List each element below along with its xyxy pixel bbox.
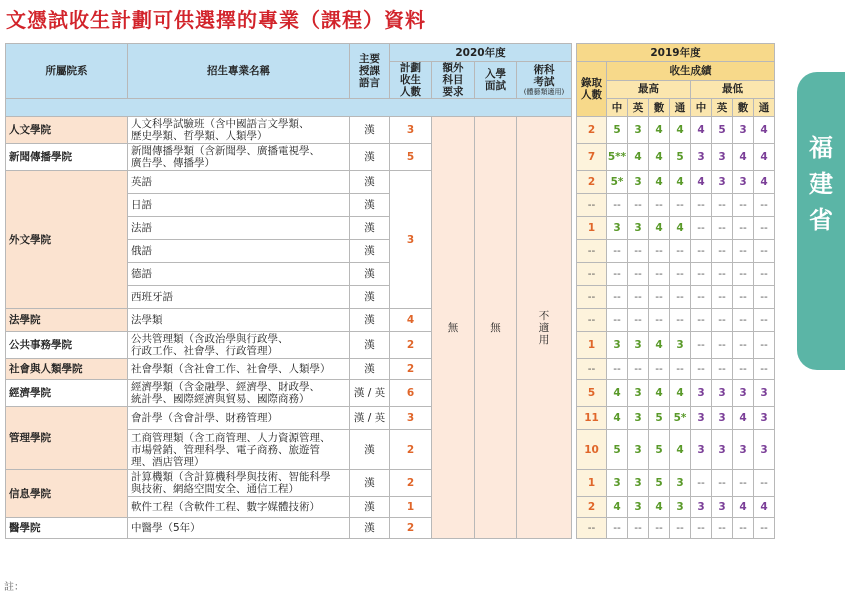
programme-cell: 工商管理類（含工商管理、人力資源管理、 市場營銷、管理科學、電子商務、旅遊管 理、酒店管理） — [128, 430, 350, 470]
highest-score-cell: 3 — [628, 470, 649, 497]
lowest-score-cell: 3 — [733, 117, 754, 144]
lowest-score-cell: -- — [691, 470, 712, 497]
highest-score-cell: -- — [607, 518, 628, 539]
highest-score-cell: -- — [670, 286, 691, 309]
highest-score-cell: 4 — [670, 171, 691, 194]
subject-maths-low: 數 — [733, 99, 754, 117]
page-title: 文憑試收生計劃可供選擇的專業（課程）資料 — [6, 8, 426, 32]
lowest-score-cell: -- — [733, 309, 754, 332]
highest-score-cell: -- — [649, 309, 670, 332]
highest-score-cell: 5 — [607, 117, 628, 144]
header-results: 收生成績 — [607, 62, 775, 81]
lowest-score-cell: 3 — [712, 380, 733, 407]
language-cell: 漢 / 英 — [350, 380, 390, 407]
lowest-score-cell: -- — [712, 332, 733, 359]
language-cell: 漢 — [350, 117, 390, 144]
highest-score-cell: -- — [628, 518, 649, 539]
lowest-score-cell: -- — [712, 518, 733, 539]
quota-cell: 4 — [390, 309, 432, 332]
table-row — [6, 518, 775, 539]
lowest-score-cell: -- — [712, 309, 733, 332]
table-row — [6, 144, 775, 171]
lowest-score-cell: 3 — [691, 497, 712, 518]
lowest-score-cell: -- — [733, 263, 754, 286]
highest-score-cell: -- — [607, 240, 628, 263]
lowest-score-cell: -- — [754, 359, 775, 380]
header-art-exam-note: (體藝類適用) — [523, 87, 565, 96]
lowest-score-cell: 4 — [754, 144, 775, 171]
quota-cell: 3 — [390, 171, 432, 309]
highest-score-cell: 3 — [607, 332, 628, 359]
lowest-score-cell: 4 — [754, 171, 775, 194]
lowest-score-cell: 3 — [712, 144, 733, 171]
subject-english-low: 英 — [712, 99, 733, 117]
admitted-cell: -- — [577, 286, 607, 309]
header-art-exam-label: 術科 考試 — [533, 63, 555, 88]
highest-score-cell: 5 — [649, 407, 670, 430]
language-cell: 漢 — [350, 332, 390, 359]
highest-score-cell: -- — [670, 518, 691, 539]
lowest-score-cell: 4 — [691, 117, 712, 144]
lowest-score-cell: -- — [733, 332, 754, 359]
quota-cell: 2 — [390, 359, 432, 380]
highest-score-cell: -- — [607, 286, 628, 309]
highest-score-cell: 3 — [670, 470, 691, 497]
faculty-cell: 經濟學院 — [6, 380, 128, 407]
programme-cell: 公共管理類（含政治學與行政學、 行政工作、社會學、行政管理） — [128, 332, 350, 359]
highest-score-cell: -- — [628, 194, 649, 217]
faculty-cell: 醫學院 — [6, 518, 128, 539]
highest-score-cell: 3 — [670, 497, 691, 518]
lowest-score-cell: -- — [712, 470, 733, 497]
lowest-score-cell: -- — [754, 332, 775, 359]
lowest-score-cell: -- — [754, 518, 775, 539]
table-row — [6, 380, 775, 407]
lowest-score-cell: -- — [754, 286, 775, 309]
lowest-score-cell: -- — [733, 286, 754, 309]
lowest-score-cell: -- — [712, 359, 733, 380]
faculty-cell: 公共事務學院 — [6, 332, 128, 359]
lowest-score-cell: -- — [733, 217, 754, 240]
language-cell: 漢 — [350, 430, 390, 470]
language-cell: 漢 — [350, 144, 390, 171]
header-interview: 入學 面試 — [475, 62, 517, 99]
highest-score-cell: 3 — [628, 332, 649, 359]
subject-maths-high: 數 — [649, 99, 670, 117]
extra-requirement-cell: 無 — [432, 117, 475, 539]
highest-score-cell: 3 — [628, 430, 649, 470]
lowest-score-cell: 4 — [754, 117, 775, 144]
lowest-score-cell: 5 — [712, 117, 733, 144]
header-extra-req: 額外 科目 要求 — [432, 62, 475, 99]
lowest-score-cell: -- — [712, 217, 733, 240]
highest-score-cell: -- — [607, 263, 628, 286]
admitted-cell: -- — [577, 359, 607, 380]
header-programme: 招生專業名稱 — [128, 44, 350, 99]
art-exam-cell: 不 適 用 — [517, 117, 572, 539]
header-admitted: 錄取 人數 — [577, 62, 607, 117]
programme-cell: 法語 — [128, 217, 350, 240]
language-cell: 漢 — [350, 518, 390, 539]
header-faculty: 所屬院系 — [6, 44, 128, 99]
faculty-cell: 人文學院 — [6, 117, 128, 144]
lowest-score-cell: -- — [691, 309, 712, 332]
language-cell: 漢 — [350, 309, 390, 332]
programme-table — [5, 43, 775, 539]
highest-score-cell: 5 — [649, 430, 670, 470]
highest-score-cell: 3 — [628, 117, 649, 144]
language-cell: 漢 — [350, 497, 390, 518]
highest-score-cell: -- — [628, 359, 649, 380]
lowest-score-cell: -- — [712, 194, 733, 217]
footnote: 註： — [4, 582, 24, 593]
interview-cell: 無 — [475, 117, 517, 539]
admitted-cell: 1 — [577, 470, 607, 497]
programme-cell: 新聞傳播學類（含新聞學、廣播電視學、 廣告學、傳播學） — [128, 144, 350, 171]
lowest-score-cell: 3 — [733, 171, 754, 194]
lowest-score-cell: 3 — [712, 171, 733, 194]
language-cell: 漢 — [350, 194, 390, 217]
highest-score-cell: 4 — [607, 497, 628, 518]
header-year-2020: 2020年度 — [390, 44, 572, 62]
highest-score-cell: 4 — [670, 217, 691, 240]
highest-score-cell: 4 — [649, 217, 670, 240]
lowest-score-cell: 3 — [712, 497, 733, 518]
programme-cell: 中醫學（5年） — [128, 518, 350, 539]
highest-score-cell: 4 — [649, 117, 670, 144]
highest-score-cell: 4 — [607, 407, 628, 430]
programme-cell: 日語 — [128, 194, 350, 217]
highest-score-cell: 3 — [628, 497, 649, 518]
quota-cell: 5 — [390, 144, 432, 171]
highest-score-cell: 4 — [649, 380, 670, 407]
highest-score-cell: 4 — [670, 380, 691, 407]
highest-score-cell: 4 — [628, 144, 649, 171]
faculty-cell: 新聞傳播學院 — [6, 144, 128, 171]
lowest-score-cell: -- — [733, 194, 754, 217]
faculty-cell: 信息學院 — [6, 470, 128, 518]
language-cell: 漢 — [350, 263, 390, 286]
faculty-cell: 社會與人類學院 — [6, 359, 128, 380]
lowest-score-cell: -- — [754, 263, 775, 286]
header-language: 主要 授課 語言 — [350, 44, 390, 99]
highest-score-cell: -- — [649, 286, 670, 309]
quota-cell: 3 — [390, 117, 432, 144]
quota-cell: 6 — [390, 380, 432, 407]
province-side-tab — [797, 72, 845, 370]
language-cell: 漢 — [350, 286, 390, 309]
lowest-score-cell: -- — [691, 518, 712, 539]
programme-cell: 西班牙語 — [128, 286, 350, 309]
language-cell: 漢 / 英 — [350, 407, 390, 430]
lowest-score-cell: -- — [754, 470, 775, 497]
admitted-cell: 11 — [577, 407, 607, 430]
lowest-score-cell: 3 — [712, 430, 733, 470]
language-cell: 漢 — [350, 171, 390, 194]
lowest-score-cell: 3 — [712, 407, 733, 430]
admitted-cell: -- — [577, 309, 607, 332]
admitted-cell: -- — [577, 194, 607, 217]
highest-score-cell: -- — [649, 194, 670, 217]
province-label: 福 建 省 — [809, 133, 833, 234]
admitted-cell: -- — [577, 263, 607, 286]
lowest-score-cell: -- — [691, 217, 712, 240]
lowest-score-cell: -- — [754, 194, 775, 217]
lowest-score-cell: 4 — [754, 497, 775, 518]
lowest-score-cell: 3 — [691, 380, 712, 407]
lowest-score-cell: 4 — [733, 144, 754, 171]
language-cell: 漢 — [350, 240, 390, 263]
table-row — [6, 332, 775, 359]
programme-cell: 法學類 — [128, 309, 350, 332]
programme-cell: 經濟學類（含金融學、經濟學、財政學、 統計學、國際經濟與貿易、國際商務） — [128, 380, 350, 407]
lowest-score-cell: 4 — [733, 497, 754, 518]
subject-ls-high: 通 — [670, 99, 691, 117]
lowest-score-cell: -- — [691, 332, 712, 359]
highest-score-cell: 5** — [607, 144, 628, 171]
highest-score-cell: -- — [670, 263, 691, 286]
highest-score-cell: 4 — [649, 497, 670, 518]
highest-score-cell: -- — [670, 309, 691, 332]
highest-score-cell: 5 — [607, 430, 628, 470]
highest-score-cell: 4 — [649, 171, 670, 194]
subject-chinese-low: 中 — [691, 99, 712, 117]
highest-score-cell: 4 — [670, 430, 691, 470]
language-cell: 漢 — [350, 359, 390, 380]
admitted-cell: -- — [577, 518, 607, 539]
highest-score-cell: -- — [607, 309, 628, 332]
highest-score-cell: 5 — [670, 144, 691, 171]
programme-cell: 德語 — [128, 263, 350, 286]
lowest-score-cell: 3 — [754, 380, 775, 407]
lowest-score-cell: -- — [712, 240, 733, 263]
header-lowest: 最低 — [691, 80, 775, 99]
table-row — [6, 407, 775, 430]
lowest-score-cell: 3 — [733, 380, 754, 407]
highest-score-cell: -- — [628, 286, 649, 309]
quota-cell: 2 — [390, 430, 432, 470]
faculty-cell: 管理學院 — [6, 407, 128, 470]
highest-score-cell: 5 — [649, 470, 670, 497]
lowest-score-cell: 3 — [733, 430, 754, 470]
highest-score-cell: 3 — [628, 407, 649, 430]
subject-english-high: 英 — [628, 99, 649, 117]
highest-score-cell: -- — [628, 263, 649, 286]
highest-score-cell: -- — [628, 240, 649, 263]
header-highest: 最高 — [607, 80, 691, 99]
lowest-score-cell: 4 — [733, 407, 754, 430]
highest-score-cell: -- — [628, 309, 649, 332]
admitted-cell: 2 — [577, 171, 607, 194]
table-row — [6, 470, 775, 497]
table-row — [6, 117, 775, 144]
lowest-score-cell: -- — [754, 217, 775, 240]
admitted-cell: 5 — [577, 380, 607, 407]
quota-cell: 2 — [390, 332, 432, 359]
admitted-cell: 1 — [577, 217, 607, 240]
highest-score-cell: -- — [670, 359, 691, 380]
lowest-score-cell: -- — [754, 240, 775, 263]
highest-score-cell: -- — [649, 240, 670, 263]
highest-score-cell: -- — [649, 263, 670, 286]
highest-score-cell: 3 — [628, 380, 649, 407]
language-cell: 漢 — [350, 470, 390, 497]
admitted-cell: -- — [577, 240, 607, 263]
table-row — [6, 309, 775, 332]
lowest-score-cell: -- — [733, 359, 754, 380]
highest-score-cell: -- — [670, 194, 691, 217]
programme-cell: 計算機類（含計算機科學與技術、智能科學 與技術、網絡空間安全、通信工程） — [128, 470, 350, 497]
quota-cell: 1 — [390, 497, 432, 518]
highest-score-cell: 3 — [628, 171, 649, 194]
highest-score-cell: 3 — [628, 217, 649, 240]
admitted-cell: 10 — [577, 430, 607, 470]
highest-score-cell: -- — [670, 240, 691, 263]
highest-score-cell: -- — [649, 518, 670, 539]
lowest-score-cell: -- — [712, 286, 733, 309]
highest-score-cell: 4 — [670, 117, 691, 144]
programme-cell: 會計學（含會計學、財務管理） — [128, 407, 350, 430]
programme-cell: 社會學類（含社會工作、社會學、人類學） — [128, 359, 350, 380]
programme-cell: 英語 — [128, 171, 350, 194]
admitted-cell: 7 — [577, 144, 607, 171]
lowest-score-cell: -- — [754, 309, 775, 332]
highest-score-cell: 4 — [649, 332, 670, 359]
lowest-score-cell: -- — [691, 286, 712, 309]
lowest-score-cell: 3 — [754, 407, 775, 430]
header-year-2019: 2019年度 — [577, 44, 775, 62]
lowest-score-cell: -- — [691, 240, 712, 263]
lowest-score-cell: -- — [733, 518, 754, 539]
lowest-score-cell: -- — [733, 240, 754, 263]
highest-score-cell: 3 — [607, 470, 628, 497]
table-row — [6, 171, 775, 194]
header-quota: 計劃 收生 人數 — [390, 62, 432, 99]
admitted-cell: 2 — [577, 117, 607, 144]
table-row — [6, 359, 775, 380]
highest-score-cell: 4 — [607, 380, 628, 407]
quota-cell: 3 — [390, 407, 432, 430]
highest-score-cell: -- — [607, 359, 628, 380]
highest-score-cell: -- — [607, 194, 628, 217]
lowest-score-cell: 3 — [691, 144, 712, 171]
header-art-exam — [517, 62, 572, 99]
lowest-score-cell: -- — [691, 194, 712, 217]
lowest-score-cell: 3 — [754, 430, 775, 470]
lowest-score-cell: 4 — [691, 171, 712, 194]
lowest-score-cell: -- — [691, 359, 712, 380]
faculty-cell: 法學院 — [6, 309, 128, 332]
subject-ls-low: 通 — [754, 99, 775, 117]
quota-cell: 2 — [390, 470, 432, 497]
admitted-cell: 2 — [577, 497, 607, 518]
lowest-score-cell: 3 — [691, 430, 712, 470]
subject-chinese-high: 中 — [607, 99, 628, 117]
quota-cell: 2 — [390, 518, 432, 539]
admitted-cell: 1 — [577, 332, 607, 359]
highest-score-cell: 4 — [649, 144, 670, 171]
highest-score-cell: -- — [649, 359, 670, 380]
lowest-score-cell: -- — [691, 263, 712, 286]
highest-score-cell: 3 — [607, 217, 628, 240]
programme-cell: 人文科學試驗班（含中國語言文學類、 歷史學類、哲學類、人類學） — [128, 117, 350, 144]
highest-score-cell: 5* — [607, 171, 628, 194]
lowest-score-cell: -- — [712, 263, 733, 286]
highest-score-cell: 3 — [670, 332, 691, 359]
programme-cell: 俄語 — [128, 240, 350, 263]
programme-cell: 軟件工程（含軟件工程、數字媒體技術） — [128, 497, 350, 518]
highest-score-cell: 5* — [670, 407, 691, 430]
lowest-score-cell: 3 — [691, 407, 712, 430]
faculty-cell: 外文學院 — [6, 171, 128, 309]
lowest-score-cell: -- — [733, 470, 754, 497]
language-cell: 漢 — [350, 217, 390, 240]
